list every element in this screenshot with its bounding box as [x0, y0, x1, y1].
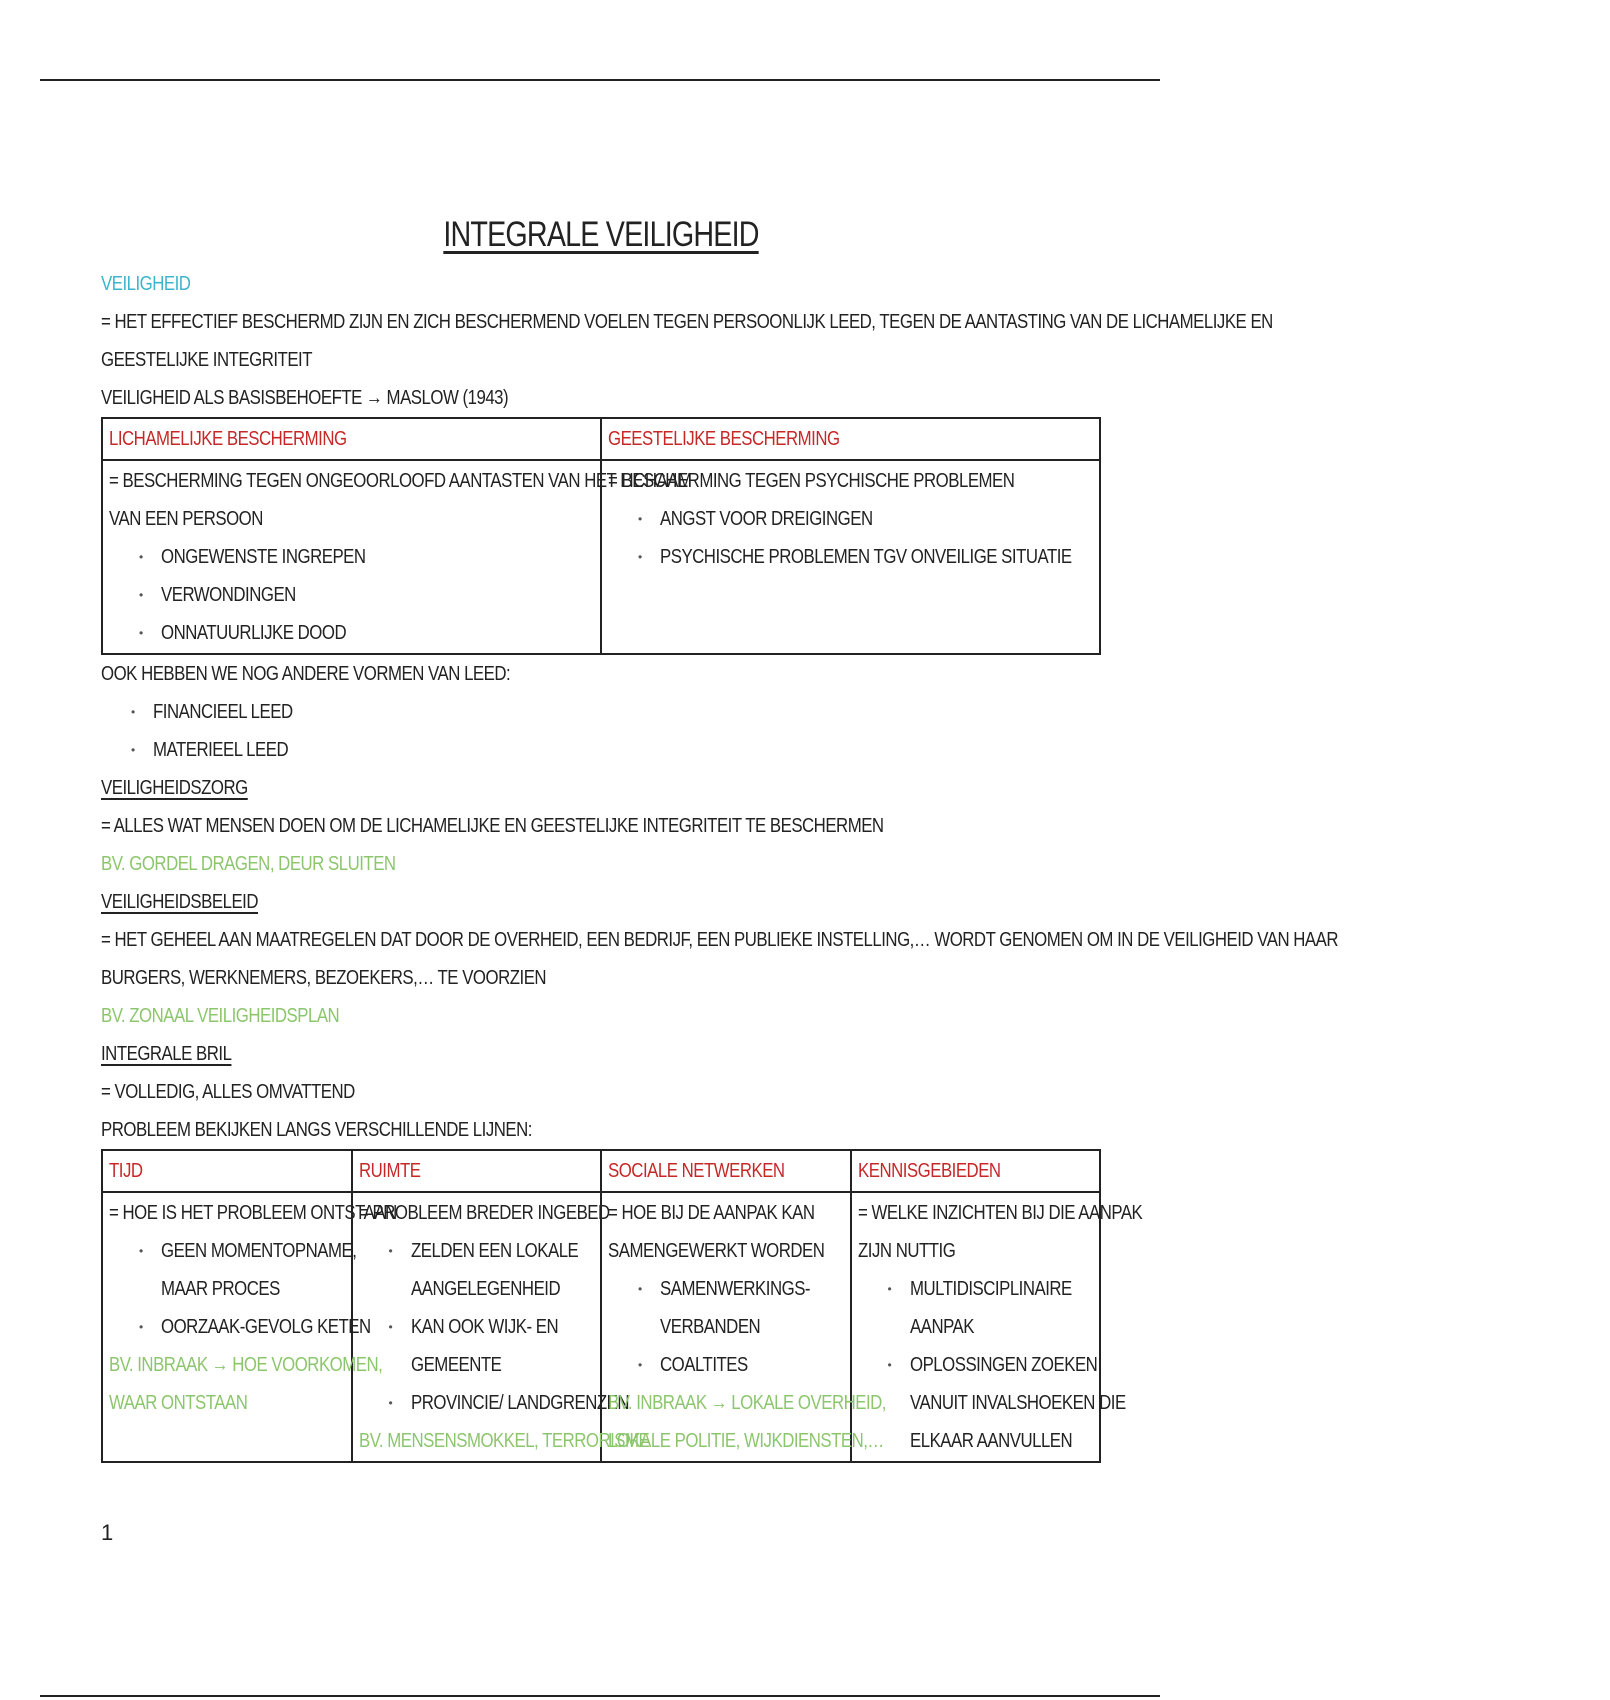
header-kennisgebieden: KENNISGEBIEDEN	[851, 1150, 1101, 1192]
list-lichamelijk	[109, 538, 594, 652]
list-item: • ONGEWENSTE INGREPEN	[139, 538, 594, 576]
list-item: • FINANCIEEL LEED	[131, 693, 1101, 731]
list-item: • ANGST VOOR DREIGINGEN	[638, 500, 1093, 538]
cell-lichamelijk: = BESCHERMING TEGEN ONGEOORLOOFD AANTASTEN VAN HET LICHAAM VAN EEN PERSOON • ONGEWENSTE INGREPEN • VERWONDINGEN • ONNATUURLIJKE DOOD	[102, 460, 601, 654]
definition-veiligheid-1: = HET EFFECTIEF BESCHERMD ZIJN EN ZICH BESCHERMEND VOELEN TEGEN PERSOONLIJK LEED, TEGEN DE AANTASTING VAN DE LICHAMELIJKE EN	[101, 310, 1273, 333]
list-item: • ZELDEN EEN LOKALE AANGELEGENHEID	[389, 1232, 595, 1308]
example-veiligheidszorg: BV. GORDEL DRAGEN, DEUR SLUITEN	[101, 852, 396, 875]
definition-veiligheidszorg: = ALLES WAT MENSEN DOEN OM DE LICHAMELIJKE EN GEESTELIJKE INTEGRITEIT TE BESCHERMEN	[101, 814, 884, 837]
example-veiligheidsbeleid: BV. ZONAAL VEILIGHEIDSPLAN	[101, 1004, 340, 1027]
andere-vormen-intro: OOK HEBBEN WE NOG ANDERE VORMEN VAN LEED:	[101, 662, 511, 685]
list-item: • OORZAAK-GEVOLG KETEN	[139, 1308, 345, 1346]
cell-sociale-netwerken: = HOE BIJ DE AANPAK KAN SAMENGEWERKT WORDEN • SAMENWERKINGS- VERBANDEN • COALTITES BV. INBRAAK → LOKALE OVERHEID, LOKALE POLITIE, WIJKDIENSTEN,…	[601, 1192, 851, 1462]
list-item: • MATERIEEL LEED	[131, 731, 1101, 769]
list-item: • PROVINCIE/ LANDGRENZEN	[389, 1384, 595, 1422]
page-title: INTEGRALE VEILIGHEID	[443, 215, 759, 254]
heading-integrale-bril: INTEGRALE BRIL	[101, 1042, 232, 1065]
list-item: • KAN OOK WIJK- EN GEMEENTE	[389, 1308, 595, 1384]
header-ruimte: RUIMTE	[352, 1150, 602, 1192]
list-andere-vormen	[101, 693, 1101, 769]
header-sociale-netwerken: SOCIALE NETWERKEN	[601, 1150, 851, 1192]
list-geestelijk	[608, 500, 1093, 576]
list-item: • COALTITES	[638, 1346, 844, 1384]
cell-ruimte: = PROBLEEM BREDER INGEBED • ZELDEN EEN LOKALE AANGELEGENHEID • KAN OOK WIJK- EN GEMEENTE • PROVINCIE/ LANDGRENZEN BV. MENSENSMOKKEL, TERRORISME	[352, 1192, 602, 1462]
lijnen-table	[101, 1149, 1142, 1463]
list-item: • GEEN MOMENTOPNAME, MAAR PROCES	[139, 1232, 345, 1308]
document-page	[101, 200, 1339, 1463]
header-geestelijk: GEESTELIJKE BESCHERMING	[601, 418, 1100, 460]
header-tijd: TIJD	[102, 1150, 352, 1192]
heading-veiligheidszorg: VEILIGHEIDSZORG	[101, 776, 248, 799]
cell-geestelijk: = BESCHERMING TEGEN PSYCHISCHE PROBLEMEN • ANGST VOOR DREIGINGEN • PSYCHISCHE PROBLEMEN TGV ONVEILIGE SITUATIE	[601, 460, 1100, 654]
heading-veiligheid: VEILIGHEID	[101, 272, 191, 295]
list-item: • VERWONDINGEN	[139, 576, 594, 614]
bescherming-table	[101, 417, 1101, 655]
page-number: 1	[101, 1520, 114, 1545]
list-item: • OPLOSSINGEN ZOEKEN VANUIT INVALSHOEKEN DIE ELKAAR AANVULLEN	[888, 1346, 1094, 1460]
list-item: • SAMENWERKINGS- VERBANDEN	[638, 1270, 844, 1346]
cell-tijd: = HOE IS HET PROBLEEM ONTSTAAN • GEEN MOMENTOPNAME, MAAR PROCES • OORZAAK-GEVOLG KETEN BV. INBRAAK → HOE VOORKOMEN, WAAR ONTSTAAN	[102, 1192, 352, 1462]
list-item: • PSYCHISCHE PROBLEMEN TGV ONVEILIGE SITUATIE	[638, 538, 1093, 576]
header-rule	[40, 79, 1160, 81]
list-item: • ONNATUURLIJKE DOOD	[139, 614, 594, 652]
cell-kennisgebieden: = WELKE INZICHTEN BIJ DIE AANPAK ZIJN NUTTIG • MULTIDISCIPLINAIRE AANPAK • OPLOSSINGEN ZOEKEN VANUIT INVALSHOEKEN DIE ELKAAR AANVULLEN	[851, 1192, 1101, 1462]
definition-integrale-bril: = VOLLEDIG, ALLES OMVATTEND	[101, 1080, 355, 1103]
basisbehoefte-line: VEILIGHEID ALS BASISBEHOEFTE → MASLOW (1943)	[101, 386, 509, 409]
definition-veiligheidsbeleid-2: BURGERS, WERKNEMERS, BEZOEKERS,… TE VOORZIEN	[101, 966, 547, 989]
definition-veiligheidsbeleid-1: = HET GEHEEL AAN MAATREGELEN DAT DOOR DE OVERHEID, EEN BEDRIJF, EEN PUBLIEKE INSTELLING,… WORDT GENOMEN OM IN DE VEILIGHEID VAN HAAR	[101, 928, 1339, 951]
integrale-bril-intro: PROBLEEM BEKIJKEN LANGS VERSCHILLENDE LIJNEN:	[101, 1118, 532, 1141]
definition-veiligheid-2: GEESTELIJKE INTEGRITEIT	[101, 348, 312, 371]
list-item: • MULTIDISCIPLINAIRE AANPAK	[888, 1270, 1094, 1346]
heading-veiligheidsbeleid: VEILIGHEIDSBELEID	[101, 890, 259, 913]
footer-rule	[40, 1695, 1160, 1697]
header-lichamelijk: LICHAMELIJKE BESCHERMING	[102, 418, 601, 460]
